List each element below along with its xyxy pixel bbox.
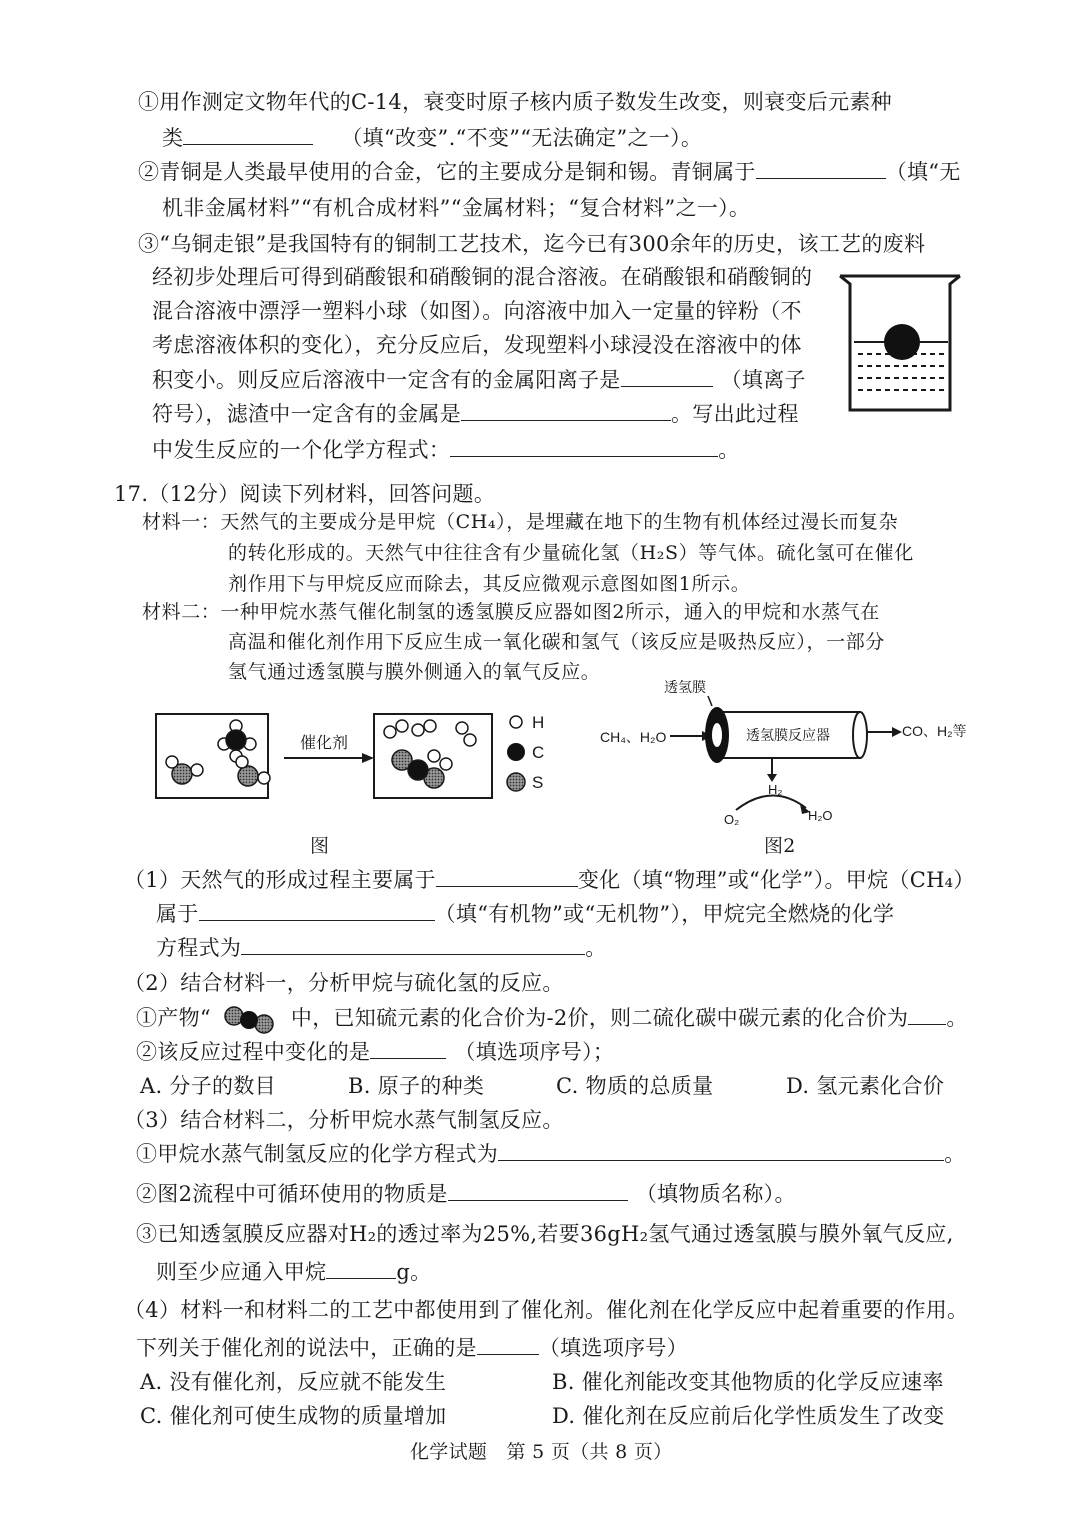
h2s-molecule [236,756,270,786]
catalyst-label: 催化剂 [300,735,349,752]
q17-header: 17.（12分）阅读下列材料，回答问题。 [114,482,496,506]
answer-blank[interactable] [621,366,713,387]
q16-item3-line2: 经初步处理后可得到硝酸银和硝酸铜的混合溶液。在硝酸银和硝酸铜的 [152,265,813,289]
cs2-molecule-icon [222,1006,280,1034]
answer-blank[interactable] [436,866,578,887]
q16-item2-line2: 机非金属材料”“有机合成材料”“金属材料；“复合材料”之一）。 [162,196,751,220]
q17-mat2-line3: 氢气通过透氢膜与膜外侧通入的氧气反应。 [228,661,601,683]
q16-item3-line5: 积变小。则反应后溶液中一定含有的金属阳离子是 （填离子 [152,368,806,392]
q17-mat1-line3: 剂作用下与甲烷反应而除去，其反应微观示意图如图1所示。 [228,573,751,595]
answer-blank[interactable] [183,124,313,145]
q17-p1-line2: 属于 （填“有机物”或“无机物”），甲烷完全燃烧的化学 [156,902,895,926]
q17-p3-line4: ③已知透氢膜反应器对H₂的透过率为25%,若要36gH₂氢气通过透氢膜与膜外氧气反应, [136,1222,954,1246]
q17-p3-line2: ①甲烷水蒸气制氢反应的化学方程式为 。 [136,1142,966,1166]
q17-p1-line1: （1）天然气的形成过程主要属于 变化（填“物理”或“化学”）。甲烷（CH₄） [124,868,975,892]
figure-1-caption: 图 [310,835,330,857]
h2s-molecule [166,756,203,784]
q17-p1-line3: 方程式为 。 [156,936,607,960]
reactor-label: 透氢膜反应器 [746,727,830,743]
q16-item3-line4: 考虑溶液体积的变化），充分反应后，发现塑料小球浸没在溶液中的体 [152,333,802,357]
figure-1-reaction [152,700,562,830]
q16-item3-line6: 符号），滤渣中一定含有的金属是 。写出此过程 [152,402,799,426]
q16-item3-line7: 中发生反应的一个化学方程式： 。 [152,438,740,462]
q17-p2-option-a: A. 分子的数目 [140,1074,276,1098]
h2-label: H₂ [768,782,783,797]
q17-p3-line1: （3）结合材料二，分析甲烷水蒸气制氢反应。 [124,1108,564,1132]
answer-blank[interactable] [241,934,585,955]
q17-p2-line1: （2）结合材料一，分析甲烷与硫化氢的反应。 [124,971,564,995]
q17-p2-line2: ①产物“ 中，已知硫元素的化合价为-2价，则二硫化碳中碳元素的化合价为 。 [136,1004,968,1034]
q17-p2-line3: ②该反应过程中变化的是 （填选项序号）； [136,1040,615,1064]
answer-blank[interactable] [450,436,718,457]
answer-blank[interactable] [448,1180,628,1201]
legend-s-icon [507,773,525,791]
answer-blank[interactable] [498,1140,944,1161]
q16-item1-line1: ①用作测定文物年代的C-14，衰变时原子核内质子数发生改变，则衰变后元素种 [138,90,892,114]
figure-2-reactor [596,670,980,830]
q17-p4-option-d: D. 催化剂在反应前后化学性质发生了改变 [552,1404,945,1428]
legend-c-label: C [532,743,545,762]
legend-s-label: S [532,773,544,792]
q16-item2-line1: ②青铜是人类最早使用的合金，它的主要成分是铜和锡。青铜属于 （填“无 [138,160,961,184]
answer-blank[interactable] [199,900,435,921]
o2-label: O₂ [724,812,740,827]
input-label: CH₄、H₂O [600,729,667,745]
answer-blank[interactable] [370,1038,446,1059]
q17-mat1-line1: 材料一：天然气的主要成分是甲烷（CH₄），是埋藏在地下的生物有机体经过漫长而复杂 [142,511,899,533]
answer-blank[interactable] [461,400,671,421]
legend-h-label: H [532,713,545,732]
answer-blank[interactable] [756,158,886,179]
q17-p2-option-d: D. 氢元素化合价 [786,1074,945,1098]
q17-p3-line5: 则至少应通入甲烷 g。 [156,1260,432,1284]
membrane-label: 透氢膜 [664,679,706,695]
q17-p2-option-b: B. 原子的种类 [348,1074,485,1098]
q17-p3-line3: ②图2流程中可循环使用的物质是 （填物质名称）。 [136,1182,796,1206]
q17-p4-line2: 下列关于催化剂的说法中，正确的是 （填选项序号） [136,1336,688,1360]
o2-h2o-arrow [736,795,806,810]
legend-h-icon [510,716,522,728]
q17-mat2-line1: 材料二：一种甲烷水蒸气催化制氢的透氢膜反应器如图2所示，通入的甲烷和水蒸气在 [142,601,880,623]
q16-item3-line1: ③“乌铜走银”是我国特有的铜制工艺技术，迄今已有300余年的历史，该工艺的废料 [138,232,926,256]
h2o-label: H₂O [808,808,833,823]
q16-item1-line2: 类 （填“改变”.“不变”“无法确定”之一）。 [162,126,703,150]
answer-blank[interactable] [908,1004,946,1025]
ch4-molecule [218,720,256,762]
q17-mat2-line2: 高温和催化剂作用下反应生成一氧化碳和氢气（该反应是吸热反应），一部分 [228,631,885,653]
q17-mat1-line2: 的转化形成的。天然气中往往含有少量硫化氢（H₂S）等气体。硫化氢可在催化 [228,542,914,564]
answer-blank[interactable] [477,1334,539,1355]
plastic-ball [884,324,920,360]
figure-2-caption: 图2 [764,835,796,857]
q17-p4-option-b: B. 催化剂能改变其他物质的化学反应速率 [552,1370,944,1394]
q16-item3-line3: 混合溶液中漂浮一塑料小球（如图）。向溶液中加入一定量的锌粉（不 [152,299,802,323]
q17-p4-option-a: A. 没有催化剂，反应就不能发生 [140,1370,447,1394]
answer-blank[interactable] [326,1258,396,1279]
q17-p4-option-c: C. 催化剂可使生成物的质量增加 [140,1404,447,1428]
q17-p4-line1: （4）材料一和材料二的工艺中都使用到了催化剂。催化剂在化学反应中起着重要的作用。 [124,1298,969,1322]
q17-p2-option-c: C. 物质的总质量 [556,1074,714,1098]
beaker-figure [836,262,966,422]
page-footer: 化学试题 第 5 页（共 8 页） [410,1441,673,1463]
output-label: CO、H₂等 [902,723,967,739]
reactor-end [853,712,867,758]
legend-c-icon [507,743,525,761]
